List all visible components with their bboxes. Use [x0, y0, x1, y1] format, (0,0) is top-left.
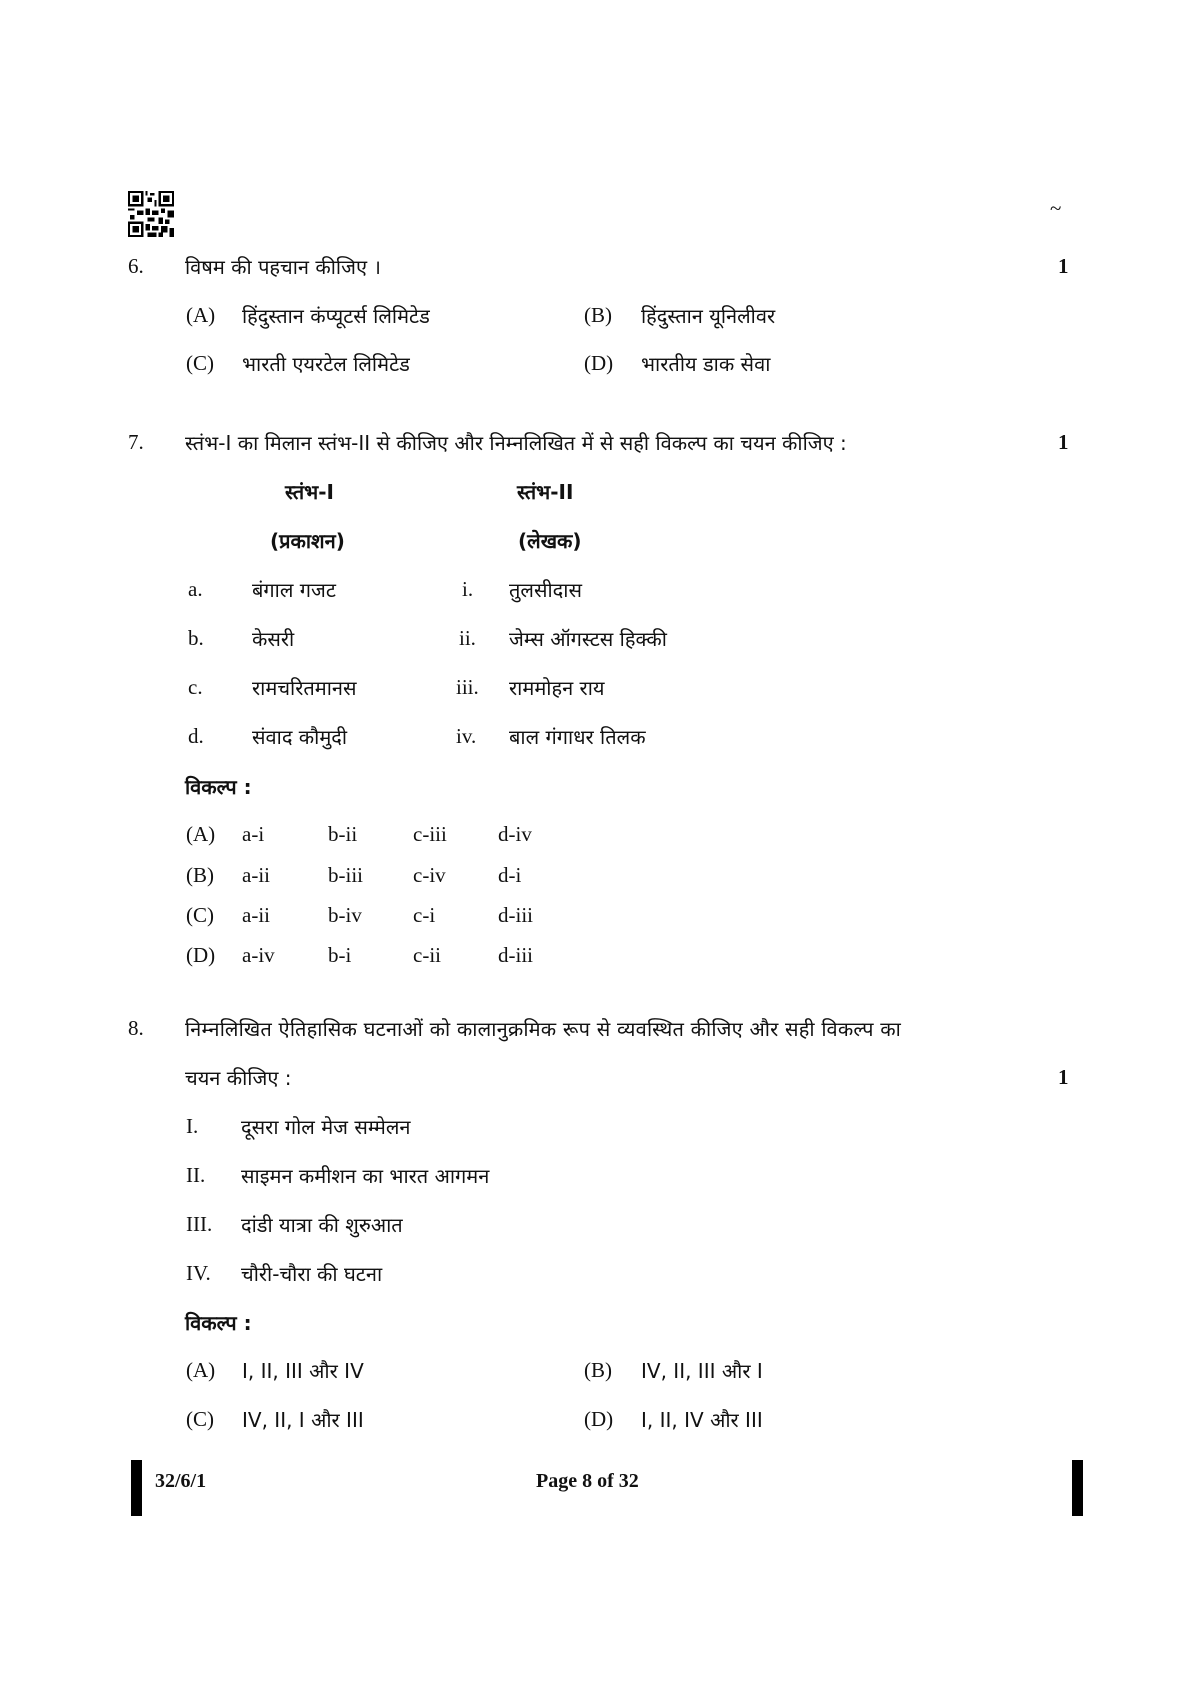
- event-key-2: II.: [186, 1163, 206, 1187]
- q7-option-b-label: (B): [186, 863, 214, 887]
- q7-option-c-pair: d-iii: [498, 903, 533, 927]
- q6-option-b-label: (B): [584, 303, 612, 327]
- q7-option-d-label: (D): [186, 943, 216, 967]
- row-value-iii: राममोहन राय: [509, 676, 605, 700]
- q6-number: 6.: [128, 254, 144, 278]
- q7-option-a-label: (A): [186, 822, 216, 846]
- row-value-d: संवाद कौमुदी: [252, 725, 348, 749]
- page-number: Page 8 of 32: [536, 1470, 639, 1492]
- column-1-subtitle: (प्रकाशन): [270, 529, 345, 553]
- q6-option-c-text: भारती एयरटेल लिमिटेड: [242, 352, 410, 376]
- q7-option-c-label: (C): [186, 903, 214, 927]
- row-value-ii: जेम्स ऑगस्टस हिक्की: [509, 627, 667, 651]
- q7-options-heading: विकल्प :: [185, 775, 252, 799]
- q6-option-a-label: (A): [186, 303, 216, 327]
- q8-text-line1: निम्नलिखित ऐतिहासिक घटनाओं को कालानुक्रमिक रूप से व्यवस्थित कीजिए और सही विकल्प का: [185, 1017, 902, 1041]
- column-2-title: स्तंभ-II: [517, 480, 574, 504]
- q7-option-a-pair: b-ii: [328, 822, 358, 846]
- q8-options-heading: विकल्प :: [185, 1311, 252, 1335]
- q8-option-a-text: I, II, III और IV: [242, 1359, 364, 1383]
- row-key-b: b.: [188, 626, 204, 650]
- q7-option-b-pair: c-iv: [413, 863, 446, 887]
- q6-option-d-text: भारतीय डाक सेवा: [641, 352, 771, 376]
- q8-option-c-label: (C): [186, 1407, 214, 1431]
- event-text-1: दूसरा गोल मेज सम्मेलन: [241, 1115, 411, 1139]
- q6-option-c-label: (C): [186, 351, 214, 375]
- q7-option-b-pair: d-i: [498, 863, 522, 887]
- q7-option-d-pair: b-i: [328, 943, 352, 967]
- q6-text: विषम की पहचान कीजिए ।: [185, 255, 381, 279]
- q7-option-c-pair: c-i: [413, 903, 436, 927]
- column-1-title: स्तंभ-I: [285, 480, 334, 504]
- q6-option-a-text: हिंदुस्तान कंप्यूटर्स लिमिटेड: [242, 304, 430, 328]
- q8-option-b-text: IV, II, III और I: [641, 1359, 763, 1383]
- q8-option-d-label: (D): [584, 1407, 614, 1431]
- event-key-4: IV.: [186, 1261, 211, 1285]
- q8-marks: 1: [1058, 1065, 1069, 1089]
- q6-marks: 1: [1058, 254, 1069, 278]
- row-key-ii: ii.: [459, 626, 476, 650]
- event-text-3: दांडी यात्रा की शुरुआत: [241, 1213, 403, 1237]
- row-key-a: a.: [188, 577, 203, 601]
- tilde-mark: ~: [1050, 196, 1062, 220]
- column-2-subtitle: (लेखक): [518, 529, 582, 553]
- q7-option-d-pair: d-iii: [498, 943, 533, 967]
- q7-option-b-pair: b-iii: [328, 863, 363, 887]
- row-key-c: c.: [188, 675, 203, 699]
- row-value-c: रामचरितमानस: [252, 676, 357, 700]
- q7-option-d-pair: c-ii: [413, 943, 441, 967]
- footer-left-bar: [131, 1460, 142, 1516]
- event-text-2: साइमन कमीशन का भारत आगमन: [241, 1164, 490, 1188]
- event-text-4: चौरी-चौरा की घटना: [241, 1262, 383, 1286]
- q8-option-b-label: (B): [584, 1358, 612, 1382]
- qr-code-icon: [128, 191, 174, 237]
- q8-option-a-label: (A): [186, 1358, 216, 1382]
- q7-option-c-pair: a-ii: [242, 903, 270, 927]
- q7-text: स्तंभ-I का मिलान स्तंभ-II से कीजिए और निम्नलिखित में से सही विकल्प का चयन कीजिए :: [185, 431, 847, 455]
- row-key-iv: iv.: [456, 724, 477, 748]
- q7-marks: 1: [1058, 430, 1069, 454]
- q7-option-c-pair: b-iv: [328, 903, 362, 927]
- event-key-3: III.: [186, 1212, 213, 1236]
- q8-text-line2: चयन कीजिए :: [185, 1066, 292, 1090]
- row-value-iv: बाल गंगाधर तिलक: [509, 725, 646, 749]
- q6-option-b-text: हिंदुस्तान यूनिलीवर: [641, 304, 776, 328]
- q7-number: 7.: [128, 430, 144, 454]
- q6-option-d-label: (D): [584, 351, 614, 375]
- row-key-iii: iii.: [456, 675, 479, 699]
- row-value-i: तुलसीदास: [509, 578, 582, 602]
- q7-option-a-pair: c-iii: [413, 822, 447, 846]
- row-key-d: d.: [188, 724, 204, 748]
- paper-code: 32/6/1: [155, 1470, 207, 1492]
- row-value-b: केसरी: [252, 627, 295, 651]
- event-key-1: I.: [186, 1114, 199, 1138]
- q7-option-d-pair: a-iv: [242, 943, 275, 967]
- q7-option-b-pair: a-ii: [242, 863, 270, 887]
- row-value-a: बंगाल गजट: [252, 578, 336, 602]
- q8-option-c-text: IV, II, I और III: [242, 1408, 364, 1432]
- footer-right-bar: [1072, 1460, 1083, 1516]
- q8-number: 8.: [128, 1016, 144, 1040]
- q8-option-d-text: I, II, IV और III: [641, 1408, 763, 1432]
- q7-option-a-pair: a-i: [242, 822, 265, 846]
- row-key-i: i.: [462, 577, 474, 601]
- q7-option-a-pair: d-iv: [498, 822, 532, 846]
